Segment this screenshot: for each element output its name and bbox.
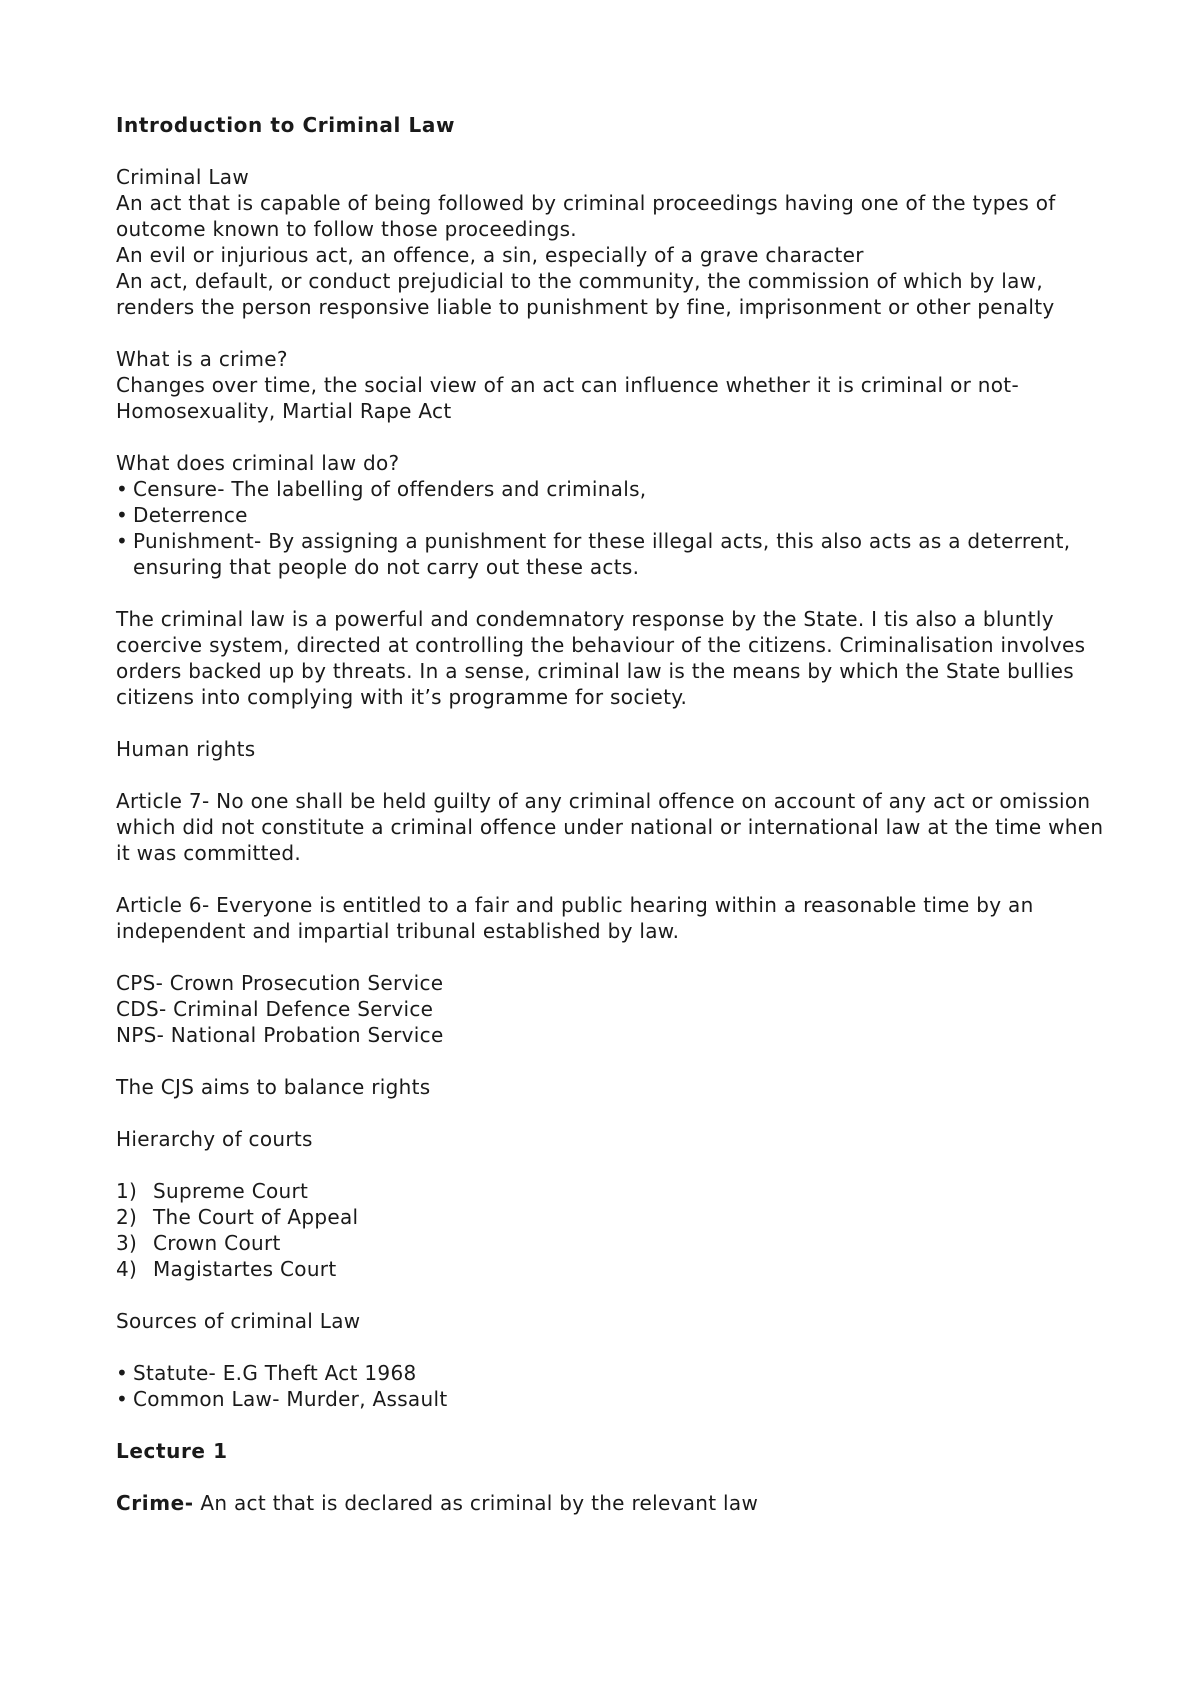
list-item: • Deterrence: [116, 502, 1106, 528]
list-item: [116, 1230, 1106, 1256]
article-6-text: Article 6- Everyone is entitled to a fair and public hearing within a reasonable time by an independent and impartial tribunal established by law.: [116, 893, 1034, 943]
spacer: [116, 1152, 1106, 1178]
list-item: [116, 1256, 1106, 1282]
court-label: Crown Court: [153, 1231, 281, 1255]
list-item: [116, 1204, 1106, 1230]
document-title: Introduction to Criminal Law: [116, 113, 456, 137]
document-page: [116, 112, 1106, 1516]
list-number: 1): [116, 1179, 138, 1203]
list-number: 4): [116, 1257, 138, 1281]
crime-definition: [116, 1490, 1106, 1516]
list-item: • Punishment- By assigning a punishment for these illegal acts, this also acts as a deterrent, ensuring that people do not carry out these acts.: [116, 528, 1106, 580]
spacer: [116, 1334, 1106, 1360]
definition-2: An evil or injurious act, an offence, a sin, especially of a grave character: [116, 243, 864, 267]
crime-definition-text: An act that is declared as criminal by the relevant law: [193, 1491, 759, 1515]
definition-1: An act that is capable of being followed by criminal proceedings having one of the types of outcome known to follow those proceedings.: [116, 191, 1056, 241]
spacer: [116, 944, 1106, 970]
spacer: [116, 1048, 1106, 1074]
spacer: [116, 866, 1106, 892]
spacer: [116, 424, 1106, 450]
spacer: [116, 1412, 1106, 1438]
spacer: [116, 320, 1106, 346]
list-item: • Statute- E.G Theft Act 1968: [116, 1360, 1106, 1386]
crime-term: Crime-: [116, 1491, 194, 1515]
sources-heading: Sources of criminal Law: [116, 1309, 361, 1333]
what-is-crime-heading: What is a crime?: [116, 347, 288, 371]
criminal-law-heading: Criminal Law: [116, 165, 249, 189]
law-functions-list: [116, 476, 1106, 580]
list-item: • Censure- The labelling of offenders and criminals,: [116, 476, 1106, 502]
court-label: Magistartes Court: [153, 1257, 337, 1281]
service-cps: CPS- Crown Prosecution Service: [116, 971, 444, 995]
court-label: Supreme Court: [153, 1179, 309, 1203]
spacer: [116, 1100, 1106, 1126]
spacer: [116, 580, 1106, 606]
sources-list: [116, 1360, 1106, 1412]
article-7-text: Article 7- No one shall be held guilty of any criminal offence on account of any act or omission which did not constitute a criminal offence under national or international law at the time when it was committed.: [116, 789, 1104, 865]
courts-heading: Hierarchy of courts: [116, 1127, 313, 1151]
state-paragraph: The criminal law is a powerful and condemnatory response by the State. I tis also a bluntly coercive system, directed at controlling the behaviour of the citizens. Criminalisation involves orders backed up by threats. In a sense, criminal law is the means by which the State bullies citizens into complying with it’s programme for society.: [116, 607, 1086, 709]
definition-3: An act, default, or conduct prejudicial to the community, the commission of which by law, renders the person responsive liable to punishment by fine, imprisonment or other penalty: [116, 269, 1055, 319]
cjs-text: The CJS aims to balance rights: [116, 1075, 431, 1099]
service-cds: CDS- Criminal Defence Service: [116, 997, 434, 1021]
spacer: [116, 710, 1106, 736]
list-item: • Common Law- Murder, Assault: [116, 1386, 1106, 1412]
what-is-crime-text: Changes over time, the social view of an act can influence whether it is criminal or not- Homosexuality, Martial Rape Act: [116, 373, 1019, 423]
lecture-heading: Lecture 1: [116, 1439, 228, 1463]
list-number: 2): [116, 1205, 138, 1229]
list-number: 3): [116, 1231, 138, 1255]
courts-list: [116, 1178, 1106, 1282]
list-item: [116, 1178, 1106, 1204]
service-nps: NPS- National Probation Service: [116, 1023, 444, 1047]
human-rights-heading: Human rights: [116, 737, 256, 761]
spacer: [116, 762, 1106, 788]
what-does-law-do-heading: What does criminal law do?: [116, 451, 400, 475]
court-label: The Court of Appeal: [153, 1205, 359, 1229]
spacer: [116, 1282, 1106, 1308]
